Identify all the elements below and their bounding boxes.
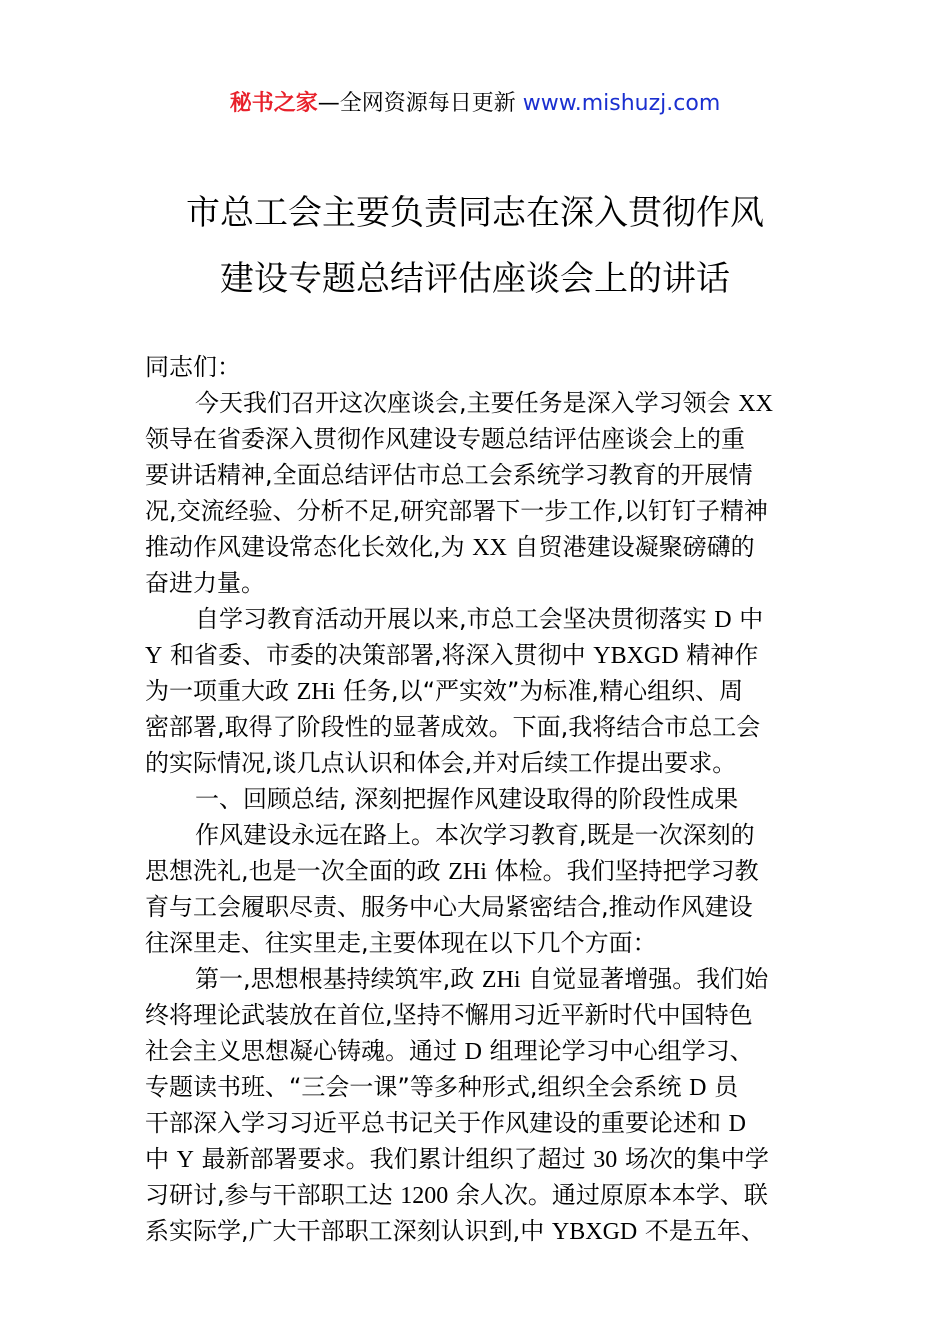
body-text-line: 往深里走、往实里走,主要体现在以下几个方面：	[145, 929, 657, 957]
body-text-line: 思想洗礼,也是一次全面的政 ZHi 体检。我们坚持把学习教	[145, 857, 759, 885]
body-text-line: 况,交流经验、分析不足,研究部署下一步工作,以钉钉子精神	[145, 497, 768, 525]
body-text-line: 为一项重大政 ZHi 任务,以“严实效”为标准,精心组织、周	[145, 677, 744, 705]
header-tagline: —全网资源每日更新	[317, 91, 523, 116]
body-text-line: 中 Y 最新部署要求。我们累计组织了超过 30 场次的集中学	[145, 1145, 769, 1173]
body-text-line: 的实际情况,谈几点认识和体会,并对后续工作提出要求。	[145, 749, 737, 777]
body-text-line: 今天我们召开这次座谈会,主要任务是深入学习领会 XX	[195, 389, 773, 417]
document-body	[145, 349, 807, 1249]
body-text-line: 第一,思想根基持续筑牢,政 ZHi 自觉显著增强。我们始	[195, 965, 769, 993]
body-text-line: 要讲话精神,全面总结评估市总工会系统学习教育的开展情	[145, 461, 753, 489]
body-text-line: 领导在省委深入贯彻作风建设专题总结评估座谈会上的重	[145, 425, 745, 453]
body-text-line: 奋进力量。	[145, 569, 265, 597]
body-text-line: 系实际学,广大干部职工深刻认识到,中 YBXGD 不是五年、	[145, 1217, 765, 1245]
body-text-line: Y 和省委、市委的决策部署,将深入贯彻中 YBXGD 精神作	[145, 641, 759, 669]
body-text-line: 干部深入学习习近平总书记关于作风建设的重要论述和 D	[145, 1109, 746, 1137]
body-text-line: 推动作风建设常态化长效化,为 XX 自贸港建设凝聚磅礴的	[145, 533, 755, 561]
brand-name: 秘书之家	[229, 91, 318, 116]
body-text-line: 同志们：	[145, 353, 241, 381]
body-text-line: 一、回顾总结, 深刻把握作风建设取得的阶段性成果	[195, 785, 739, 813]
body-text-line: 育与工会履职尽责、服务中心大局紧密结合,推动作风建设	[145, 893, 753, 921]
document-title-line-1: 市总工会主要负责同志在深入贯彻作风	[186, 193, 764, 233]
body-text-line: 专题读书班、“三会一课”等多种形式,组织全会系统 D 员	[145, 1073, 739, 1101]
body-text-line: 习研讨,参与干部职工达 1200 余人次。通过原原本本学、联	[145, 1181, 768, 1209]
header-url-link[interactable]: www.mishuzj.com	[522, 91, 721, 116]
body-text-line: 作风建设永远在路上。本次学习教育,既是一次深刻的	[195, 821, 755, 849]
body-text-line: 终将理论武装放在首位,坚持不懈用习近平新时代中国特色	[145, 1001, 753, 1029]
body-text-line: 社会主义思想凝心铸魂。通过 D 组理论学习中心组学习、	[145, 1037, 754, 1065]
site-header	[0, 88, 950, 120]
document-title-line-2: 建设专题总结评估座谈会上的讲话	[220, 259, 730, 299]
body-text-line: 自学习教育活动开展以来,市总工会坚决贯彻落实 D 中	[195, 605, 764, 633]
body-text-line: 密部署,取得了阶段性的显著成效。下面,我将结合市总工会	[145, 713, 761, 741]
